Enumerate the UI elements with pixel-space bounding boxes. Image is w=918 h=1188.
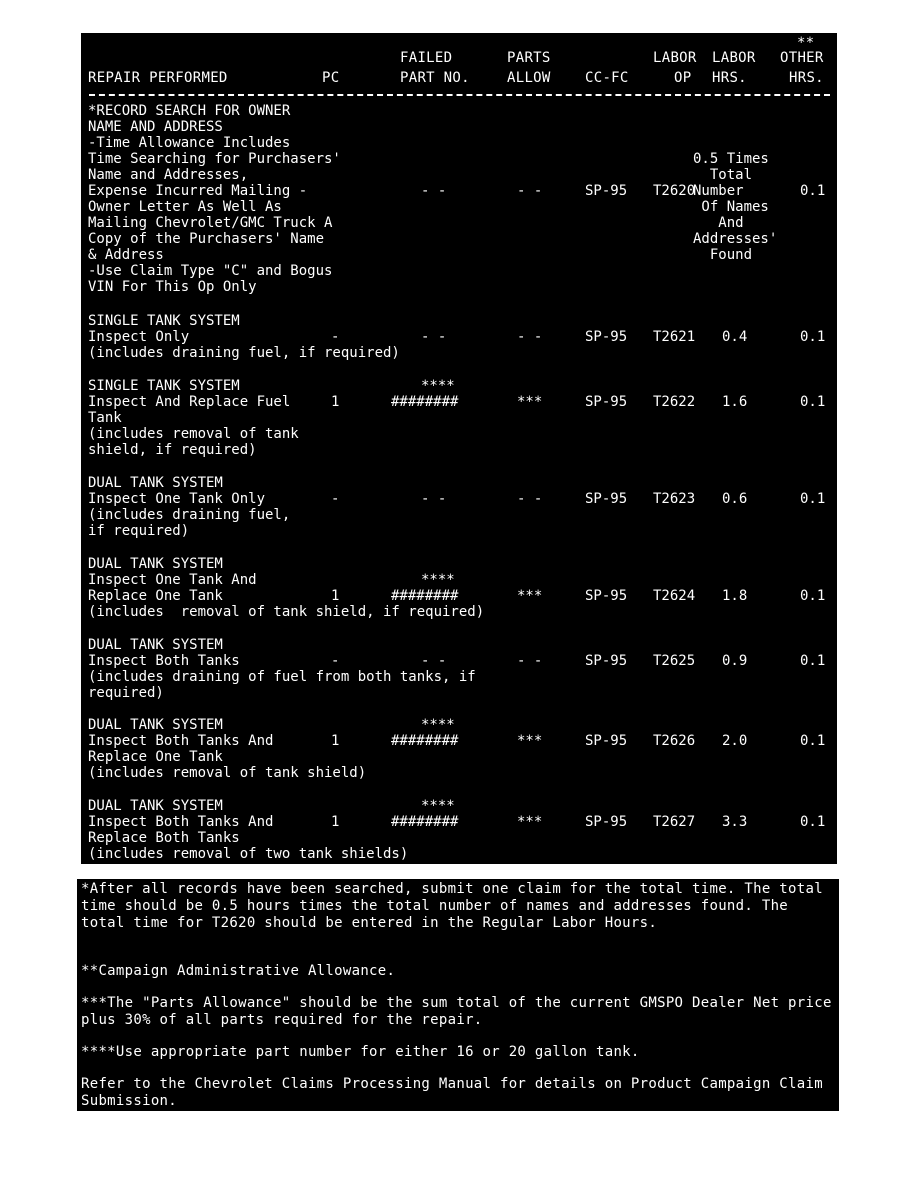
row-cc-fc: SP-95 [585,394,628,410]
header-other-top: OTHER [780,50,824,66]
row-parts-allow: *** [517,394,543,410]
footnote-part-number: ****Use appropriate part number for either 16 or 20 gallon tank. [81,1044,640,1060]
row-labor-hrs: 3.3 [722,814,748,830]
header-allow: ALLOW [507,70,551,86]
row-labor-hrs: 0.4 [722,329,748,345]
row-parts-allow: - - [517,183,543,199]
row-pc: - [331,491,340,507]
row-labor-op: T2624 [653,588,696,604]
row-part-no: - - [421,183,447,199]
row-cc-fc: SP-95 [585,653,628,669]
row-cc-fc: SP-95 [585,814,628,830]
row-cc-fc: SP-95 [585,183,628,199]
row-labor-hrs: 0.6 [722,491,748,507]
row-part-no: - - [421,653,447,669]
header-labor-op: OP [674,70,692,86]
row-pc: - [331,653,340,669]
header-cc-fc: CC-FC [585,70,629,86]
row-labor-hrs: 2.0 [722,733,748,749]
row-part-footnote: **** [421,717,455,733]
header-labor-hrs: HRS. [712,70,747,86]
row-part-no: - - [421,329,447,345]
row-part-no: - - [421,491,447,507]
row-pc: 1 [331,814,340,830]
row-description: *RECORD SEARCH FOR OWNER NAME AND ADDRESS -Time Allowance Includes Time Searching for Purchasers' Name and Addresses, Expense Incurred Mailing - Owner Letter As Well As Mailing Chevrolet/GMC Truck A Copy of the Purchasers' Name & Address -Use Claim Type "C" and Bogus VIN For This Op Only [88,103,341,295]
row-labor-op: T2625 [653,653,696,669]
row-other-hrs: 0.1 [800,814,826,830]
row-other-hrs: 0.1 [800,394,826,410]
row-part-footnote: **** [421,798,455,814]
header-pc: PC [322,70,340,86]
row-cc-fc: SP-95 [585,588,628,604]
footnote-parts-allowance: ***The "Parts Allowance" should be the sum total of the current GMSPO Dealer Net price plus 30% of all parts required for the repair. [81,995,832,1028]
row-description: DUAL TANK SYSTEM Inspect One Tank Only (includes draining fuel, if required) [88,475,291,539]
repair-table-panel [81,33,837,864]
row-part-no: ######## [391,394,459,410]
footnote-claims-manual: Refer to the Chevrolet Claims Processing Manual for details on Product Campaign Claim Submission. [81,1076,823,1109]
header-divider [89,94,830,96]
row-other-hrs: 0.1 [800,588,826,604]
row-labor-op: T2620 [653,183,696,199]
row-labor-op: T2627 [653,814,696,830]
row-other-hrs: 0.1 [800,491,826,507]
row-labor-hrs: 1.6 [722,394,748,410]
footnote-record-search: *After all records have been searched, submit one claim for the total time. The total time should be 0.5 hours times the total number of names and addresses found. The total time for T2620 should be entered in the Regular Labor Hours. [81,881,823,931]
row-part-no: ######## [391,588,459,604]
row-labor-hrs: 1.8 [722,588,748,604]
row-part-no: ######## [391,814,459,830]
row-other-hrs: 0.1 [800,733,826,749]
row-description: DUAL TANK SYSTEM Inspect One Tank And Replace One Tank (includes removal of tank shield, if required) [88,556,485,620]
row-description: SINGLE TANK SYSTEM Inspect And Replace Fuel Tank (includes removal of tank shield, if required) [88,378,299,458]
row-labor-op: T2622 [653,394,696,410]
row-labor-hrs: 0.9 [722,653,748,669]
row-labor-op: T2623 [653,491,696,507]
header-failed: FAILED [400,50,453,66]
row-part-footnote: **** [421,378,455,394]
row-part-footnote: **** [421,572,455,588]
header-labor-op-top: LABOR [653,50,697,66]
row-pc: 1 [331,733,340,749]
row-part-no: ######## [391,733,459,749]
row-description: DUAL TANK SYSTEM Inspect Both Tanks And Replace One Tank (includes removal of tank shield) [88,717,367,781]
row-pc: - [331,329,340,345]
row-labor-op: T2621 [653,329,696,345]
row-description: SINGLE TANK SYSTEM Inspect Only (includes draining fuel, if required) [88,313,400,361]
row-pc: 1 [331,394,340,410]
row-description: DUAL TANK SYSTEM Inspect Both Tanks And Replace Both Tanks (includes removal of two tank shields) [88,798,409,862]
row-parts-allow: - - [517,491,543,507]
row-parts-allow: *** [517,814,543,830]
other-hrs-footnote-marker: ** [797,35,815,51]
header-other-hrs: HRS. [789,70,824,86]
row-cc-fc: SP-95 [585,491,628,507]
footnotes-panel [77,879,839,1111]
footnote-campaign-allowance: **Campaign Administrative Allowance. [81,963,396,979]
header-part-no: PART NO. [400,70,470,86]
row-other-hrs: 0.1 [800,183,826,199]
row-parts-allow: *** [517,588,543,604]
row-parts-allow: - - [517,653,543,669]
row-description: DUAL TANK SYSTEM Inspect Both Tanks (includes draining of fuel from both tanks, if required) [88,637,476,701]
header-labor-hrs-top: LABOR [712,50,756,66]
row-parts-allow: *** [517,733,543,749]
row-other-hrs: 0.1 [800,329,826,345]
row-labor-hrs: 0.5 Times Total Number Of Names And Addresses' Found [693,151,778,263]
row-pc: 1 [331,588,340,604]
row-cc-fc: SP-95 [585,329,628,345]
row-other-hrs: 0.1 [800,653,826,669]
header-parts: PARTS [507,50,551,66]
row-parts-allow: - - [517,329,543,345]
row-cc-fc: SP-95 [585,733,628,749]
header-repair-performed: REPAIR PERFORMED [88,70,228,86]
row-labor-op: T2626 [653,733,696,749]
